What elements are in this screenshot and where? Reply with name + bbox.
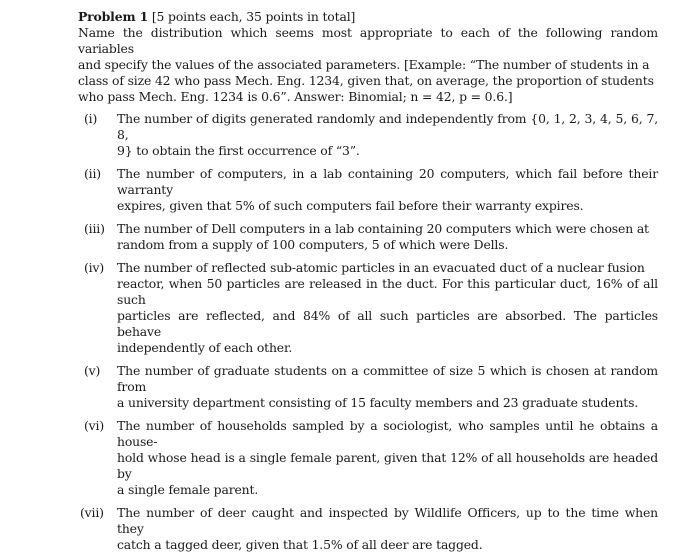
instructions-line: who pass Mech. Eng. 1234 is 0.6”. Answer: Binomial; n = 42, p = 0.6.] bbox=[78, 89, 513, 104]
question-item bbox=[80, 111, 658, 159]
question-number: (ii) bbox=[84, 166, 101, 181]
problem-heading bbox=[78, 9, 658, 25]
instructions-line: and specify the values of the associated parameters. [Example: “The number of students in a bbox=[78, 57, 650, 72]
question-item bbox=[80, 221, 658, 253]
question-line: particles are reflected, and 84% of all such particles are absorbed. The particles behave bbox=[117, 308, 658, 339]
question-item bbox=[80, 166, 658, 214]
problem-instructions bbox=[78, 25, 658, 105]
problem-page bbox=[78, 9, 658, 560]
question-line: The number of deer caught and inspected by Wildlife Officers, up to the time when they bbox=[117, 505, 658, 536]
question-item bbox=[80, 418, 658, 498]
question-line: a single female parent. bbox=[117, 482, 259, 497]
problem-title: Problem 1 bbox=[78, 9, 149, 24]
question-number: (iii) bbox=[84, 221, 105, 236]
question-line: random from a supply of 100 computers, 5 of which were Dells. bbox=[117, 237, 509, 252]
question-line: 9} to obtain the first occurrence of “3”. bbox=[117, 143, 360, 158]
question-line: expires, given that 5% of such computers fail before their warranty expires. bbox=[117, 198, 584, 213]
question-item bbox=[80, 363, 658, 411]
instructions-line: Name the distribution which seems most appropriate to each of the following random variables bbox=[78, 25, 658, 56]
question-line: The number of computers, in a lab containing 20 computers, which fail before their warranty bbox=[117, 166, 658, 197]
question-number: (vii) bbox=[80, 505, 104, 520]
question-item bbox=[80, 260, 658, 356]
question-line: The number of graduate students on a committee of size 5 which is chosen at random from bbox=[117, 363, 658, 394]
question-line: The number of digits generated randomly and independently from {0, 1, 2, 3, 4, 5, 6, 7, 8, bbox=[117, 111, 658, 142]
question-line: hold whose head is a single female parent, given that 12% of all households are headed by bbox=[117, 450, 658, 481]
question-line: independently of each other. bbox=[117, 340, 293, 355]
question-line: The number of households sampled by a sociologist, who samples until he obtains a house- bbox=[117, 418, 658, 449]
question-item bbox=[80, 505, 658, 553]
question-list bbox=[78, 111, 658, 553]
question-line: a university department consisting of 15 faculty members and 23 graduate students. bbox=[117, 395, 639, 410]
question-line: catch a tagged deer, given that 1.5% of all deer are tagged. bbox=[117, 537, 483, 552]
question-number: (v) bbox=[84, 363, 101, 378]
question-number: (vi) bbox=[84, 418, 105, 433]
question-line: reactor, when 50 particles are released in the duct. For this particular duct, 16% of all such bbox=[117, 276, 658, 307]
question-number: (i) bbox=[84, 111, 98, 126]
question-line: The number of reflected sub-atomic particles in an evacuated duct of a nuclear fusion bbox=[117, 260, 645, 275]
question-line: The number of Dell computers in a lab containing 20 computers which were chosen at bbox=[117, 221, 649, 236]
problem-points: [5 points each, 35 points in total] bbox=[148, 9, 356, 24]
question-number: (iv) bbox=[84, 260, 105, 275]
instructions-line: class of size 42 who pass Mech. Eng. 1234, given that, on average, the proportion of students bbox=[78, 73, 654, 88]
